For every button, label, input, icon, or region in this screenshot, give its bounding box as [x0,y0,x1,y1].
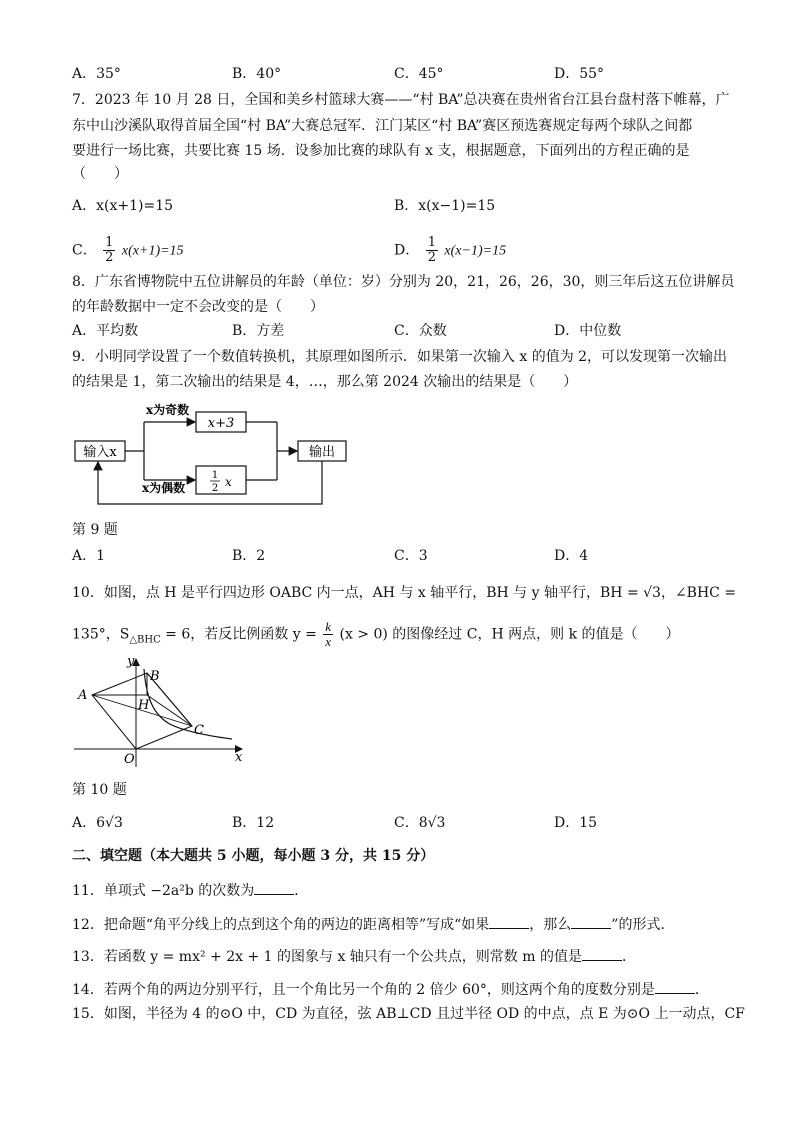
q13: 13．若函数 y = mx² + 2x + 1 的图象与 x 轴只有一个公共点，则常数 m 的值是 ． [72,946,636,967]
answer-blank [489,914,529,929]
q9-line-1: 9．小明同学设置了一个数值转换机，其原理如图所示．如果第一次输入 x 的值为 2，可以发现第一次输出 [72,349,728,365]
q7-option-c-label: C． [72,242,97,259]
even-label: x为偶数 [142,481,186,495]
half-numerator: 1 [211,470,219,481]
q8-line-2: 的年龄数据中一定不会改变的是（ ） [72,299,324,315]
origin-label: O [124,752,135,767]
answer-blank [571,914,611,929]
q10-option-a: A．6√3 [72,815,123,831]
q10-line-2: 135°，$S_{\triangle BHC} = 6$，若反比例函数 y = $\frac{k}{x}$ (x > 0) 的图像经过 C，H 两点，则 k 的值是（ ） [72,619,680,649]
q9-caption: 第 9 题 [72,522,118,538]
q15: 15．如图，半径为 4 的⊙O 中，CD 为直径，弦 AB⊥CD 且过半径 OD 的中点，点 E 为⊙O 上一动点，CF [72,1006,745,1022]
q14: 14．若两个角的两边分别平行，且一个角比另一个角的 2 倍少 60°，则这两个角的度数分别是 ． [72,979,709,1000]
q10-figure [72,655,252,770]
q10-caption: 第 10 题 [72,782,127,798]
q10-line-1: 10．如图，点 H 是平行四边形 OABC 内一点，AH 与 x 轴平行，BH 与 y 轴平行，BH = √3，∠BHC = [72,585,737,601]
odd-label: x为奇数 [146,403,190,417]
q11: 11．单项式 −2a²b 的次数为 ． [72,880,308,901]
section-2-heading: 二、填空题（本大题共 5 小题，每小题 3 分，共 15 分） [72,848,435,864]
q7-line-2: 东中山沙溪队取得首届全国“村 BA”大赛总冠军．江门某区“村 BA”赛区预选赛规定每两个球队之间都 [72,118,693,134]
half-x: x [225,475,232,489]
axis-y-label: y [127,655,135,669]
q7-option-c-equation: x(x+1)=15 [121,243,184,259]
q10-option-d: D．15 [554,815,598,831]
q12: 12．把命题“角平分线上的点到这个角的两边的距离相等”写成“如果 ，那么 ”的形式． [72,914,674,935]
fraction-half: $\frac{1}{2}$ [427,235,436,265]
q7-option-a: A．x(x+1)=15 [72,198,174,214]
point-h-label: H [138,698,150,713]
fraction-k-over-x: $\frac{k}{x}$ [325,619,332,649]
q7-option-d [394,236,506,265]
fraction-half: $\frac{1}{2}$ [105,235,114,265]
half-box [196,466,246,494]
point-c-label: C [194,723,204,738]
q7-line-1: 7．2023 年 10 月 28 日，全国和美乡村篮球大赛——“村 BA”总决赛在贵州省台江县台盘村落下帷幕，广 [72,92,730,108]
answer-blank [655,979,695,994]
q6-option-d: D．55° [554,66,605,82]
q6-option-a: A．35° [72,66,121,82]
answer-blank [254,880,294,895]
q7-line-3: 要进行一场比赛，共要比赛 15 场．设参加比赛的球队有 x 支，根据题意，下面列出的方程正确的是 [72,143,690,159]
q6-option-b: B．40° [232,66,282,82]
q7-option-d-label: D． [394,242,420,259]
q9-option-b: B．2 [232,548,266,564]
q7-line-4: （ ） [72,166,128,182]
output-label: 输出 [308,445,336,460]
q8-option-a: A．平均数 [72,323,139,339]
point-a-label: A [78,688,88,703]
answer-blank [582,946,622,961]
q9-option-d: D．4 [554,548,589,564]
axis-x-label: x [235,750,243,765]
q7-option-d-equation: x(x−1)=15 [444,243,507,259]
q10-option-b: B．12 [232,815,275,831]
q10-option-c: C．8√3 [394,815,446,831]
q9-option-c: C．3 [394,548,428,564]
q8-option-c: C．众数 [394,323,447,339]
q9-flowchart [72,400,362,512]
point-b-label: B [150,669,160,684]
q8-option-d: D．中位数 [554,323,622,339]
input-label: 输入x [83,445,117,460]
half-denominator: 2 [211,483,219,494]
add3-label: x+3 [207,416,235,431]
q7-option-b: B．x(x−1)=15 [394,198,496,214]
q9-line-2: 的结果是 1，第二次输出的结果是 4，…，那么第 2024 次输出的结果是（ ） [72,374,578,390]
q8-option-b: B．方差 [232,323,285,339]
q7-option-c [72,236,184,265]
q9-option-a: A．1 [72,548,106,564]
q6-option-c: C．45° [394,66,444,82]
q8-line-1: 8．广东省博物院中五位讲解员的年龄（单位：岁）分别为 20，21，26，26，30，则三年后这五位讲解员 [72,274,735,290]
